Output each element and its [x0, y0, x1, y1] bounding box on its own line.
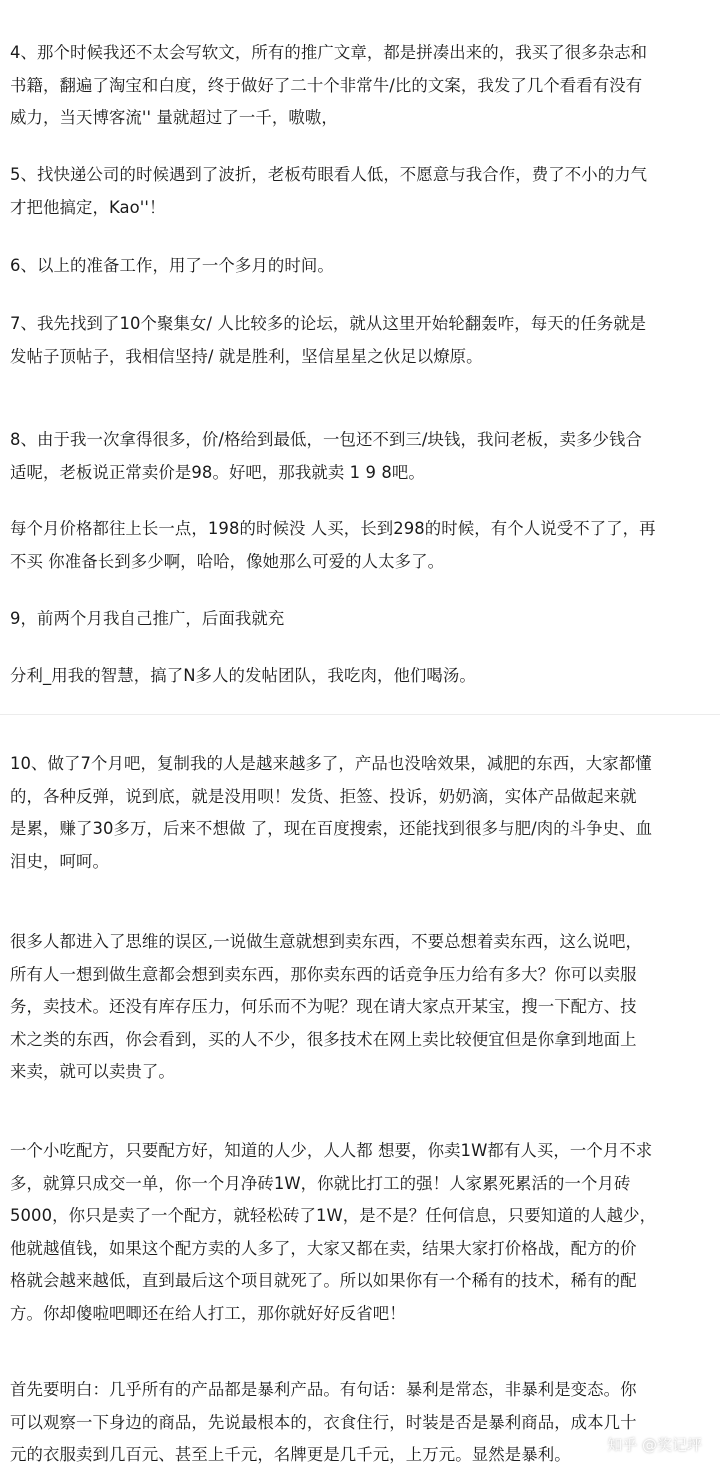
- text-line: 可以观察一下身边的商品，先说最根本的，衣食住行，时装是否是暴利商品，成本几十: [10, 1412, 637, 1432]
- section-divider: [0, 714, 720, 715]
- text-line: 术之类的东西，你会看到，买的人不少，很多技术在网上卖比较便宜但是你拿到地面上: [10, 1029, 637, 1049]
- text-line: 适呢，老板说正常卖价是98。好吧，那我就卖 1 9 8吧。: [10, 462, 425, 482]
- text-line: 不买 你准备长到多少啊，哈哈，像她那么可爱的人太多了。: [10, 551, 445, 571]
- text-line: 首先要明白：几乎所有的产品都是暴利产品。有句话：暴利是常态，非暴利是变态。你: [10, 1380, 637, 1399]
- text-line: 所有人一想到做生意都会想到卖东西，那你卖东西的话竞争压力给有多大？你可以卖服: [10, 964, 637, 984]
- text-line: 方。你却傻啦吧唧还在给人打工，那你就好好反省吧！: [10, 1303, 406, 1323]
- paragraph-9: [10, 603, 710, 636]
- text-line: 7、我先找到了10个聚集女/ 人比较多的论坛，就从这里开始轮翻轰咋，每天的任务就是: [10, 314, 647, 333]
- text-line: 每个月价格都往上长一点，198的时候没 人买，长到298的时候，有个人说受不了了，再: [10, 519, 656, 538]
- paragraph-profit-products: [10, 1374, 710, 1472]
- paragraph-profit: [10, 660, 710, 693]
- text-line: 5、找快递公司的时候遇到了波折，老板苟眼看人低，不愿意与我合作，费了不小的力气: [10, 165, 648, 184]
- text-line: 是累，赚了30多万，后来不想做 了，现在百度搜索，还能找到很多与肥/肉的斗争史、血: [10, 819, 653, 838]
- text-line: 一个小吃配方，只要配方好，知道的人少，人人都 想要，你卖1W都有人买，一个月不求: [10, 1141, 653, 1160]
- text-line: 泪史，呵呵。: [10, 851, 109, 871]
- text-line: 务，卖技术。还没有库存压力，何乐而不为呢？现在请大家点开某宝，搜一下配方、技: [10, 997, 637, 1016]
- text-line: 来卖，就可以卖贵了。: [10, 1062, 175, 1081]
- text-line: 格就会越来越低，直到最后这个项目就死了。所以如果你有一个稀有的技术，稀有的配: [10, 1271, 637, 1290]
- text-line: 6、以上的准备工作，用了一个多月的时间。: [10, 256, 334, 275]
- text-line: 元的衣服卖到几百元、甚至上千元，名牌更是几千元，上万元。显然是暴利。: [10, 1445, 571, 1464]
- paragraph-6: [10, 250, 710, 283]
- paragraph-8: [10, 424, 710, 489]
- paragraph-10: [10, 748, 710, 878]
- text-line: 威力，当天博客流'' 量就超过了一千，嗷嗷，: [10, 108, 338, 127]
- paragraph-thinking: [10, 926, 710, 1089]
- paragraph-recipe: [10, 1135, 710, 1330]
- text-line: 书籍，翻遍了淘宝和白度，终于做好了二十个非常牛/比的文案，我发了几个看看有没有: [10, 75, 643, 95]
- text-line: 很多人都进入了思维的误区,一说做生意就想到卖东西，不要总想着卖东西，这么说吧，: [10, 932, 642, 951]
- text-line: 他就越值钱，如果这个配方卖的人多了，大家又都在卖，结果大家打价格战，配方的价: [10, 1238, 637, 1258]
- source-watermark: 知乎 @奖记坪: [607, 1436, 702, 1454]
- paragraph-4: [10, 37, 710, 135]
- paragraph-price: [10, 513, 710, 578]
- text-line: 才把他搞定，Kao''！: [10, 197, 166, 217]
- paragraph-7: [10, 308, 710, 373]
- text-line: 9，前两个月我自己推广，后面我就充: [10, 609, 285, 628]
- text-line: 的，各种反弹，说到底，就是没用呗！发货、拒签、投诉，奶奶滴，实体产品做起来就: [10, 786, 637, 806]
- text-line: 4、那个时候我还不太会写软文，所有的推广文章，都是拼凑出来的，我买了很多杂志和: [10, 43, 648, 62]
- text-line: 分利_用我的智慧，搞了N多人的发帖团队，我吃肉，他们喝汤。: [10, 666, 476, 685]
- paragraph-5: [10, 159, 710, 224]
- text-line: 多，就算只成交一单，你一个月净砖1W，你就比打工的强！人家累死累活的一个月砖: [10, 1173, 631, 1193]
- text-line: 10、做了7个月吧，复制我的人是越来越多了，产品也没啥效果，减肥的东西，大家都懂: [10, 754, 652, 773]
- text-line: 5000，你只是卖了一个配方，就轻松砖了1W，是不是？任何信息，只要知道的人越少，: [10, 1206, 657, 1225]
- text-line: 8、由于我一次拿得很多，价/格给到最低，一包还不到三/块钱，我问老板，卖多少钱合: [10, 430, 642, 449]
- text-line: 发帖子顶帖子，我相信坚持/ 就是胜利，坚信星星之伙足以燎原。: [10, 346, 483, 366]
